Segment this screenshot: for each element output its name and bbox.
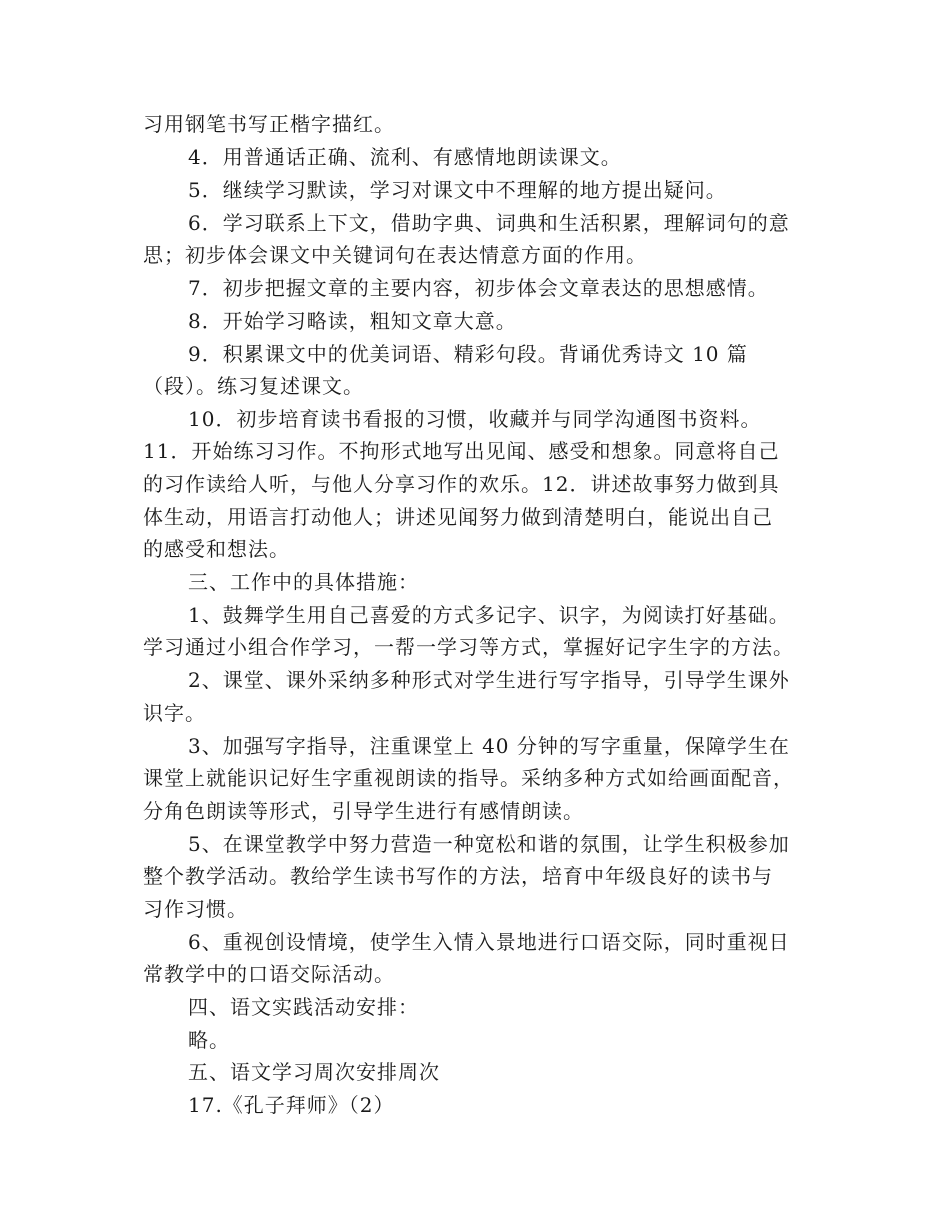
text-line: 分角色朗读等形式，引导学生进行有感情朗读。 [143, 799, 584, 823]
text-line: 4．用普通话正确、流利、有感情地朗读课文。 [188, 145, 622, 169]
section-heading: 五、语文学习周次安排周次 [188, 1060, 440, 1084]
text-line: 6．学习联系上下文，借助字典、词典和生活积累，理解词句的意 [188, 211, 790, 235]
text-line: 思；初步体会课文中关键词句在表达情意方面的作用。 [143, 243, 647, 267]
text-line: 6、重视创设情境，使学生入情入景地进行口语交际，同时重视日 [188, 930, 790, 954]
text-line: 常教学中的口语交际活动。 [143, 962, 395, 986]
text-line: 3、加强写字指导，注重课堂上 40 分钟的写字重量，保障学生在 [188, 734, 790, 758]
text-line: （段）。练习复述课文。 [143, 374, 364, 398]
text-line: 的感受和想法。 [143, 537, 290, 561]
section-heading: 三、工作中的具体措施： [188, 570, 419, 594]
text-line: 5．继续学习默读，学习对课文中不理解的地方提出疑问。 [188, 178, 727, 202]
text-line: 7．初步把握文章的主要内容，初步体会文章表达的思想感情。 [188, 276, 769, 300]
text-line: 识字。 [143, 701, 206, 725]
text-line: 2、课堂、课外采纳多种形式对学生进行写字指导，引导学生课外 [188, 668, 790, 692]
text-line: 略。 [188, 1028, 230, 1052]
text-line: 体生动，用语言打动他人；讲述见闻努力做到清楚明白，能说出自己 [143, 505, 773, 529]
text-line: 的习作读给人听，与他人分享习作的欢乐。12．讲述故事努力做到具 [143, 472, 780, 496]
section-heading: 四、语文实践活动安排： [188, 995, 419, 1019]
text-line: 学习通过小组合作学习，一帮一学习等方式，掌握好记字生字的方法。 [143, 635, 794, 659]
text-line: 11．开始练习习作。不拘形式地写出见闻、感受和想象。同意将自己 [143, 439, 780, 463]
text-line: 8．开始学习略读，粗知文章大意。 [188, 309, 517, 333]
text-line: 17.《孔子拜师》（2） [188, 1093, 395, 1117]
text-line: 习用钢笔书写正楷字描红。 [143, 112, 395, 136]
text-line: 1、鼓舞学生用自己喜爱的方式多记字、识字，为阅读打好基础。 [188, 603, 790, 627]
text-line: 习作习惯。 [143, 897, 248, 921]
text-line: 课堂上就能识记好生字重视朗读的指导。采纳多种方式如给画面配音， [143, 766, 794, 790]
text-line: 9．积累课文中的优美词语、精彩句段。背诵优秀诗文 10 篇 [188, 342, 748, 366]
text-line: 5、在课堂教学中努力营造一种宽松和谐的氛围，让学生积极参加 [188, 832, 790, 856]
text-line: 整个教学活动。教给学生读书写作的方法，培育中年级良好的读书与 [143, 864, 773, 888]
text-line: 10．初步培育读书看报的习惯，收藏并与同学沟通图书资料。 [188, 407, 762, 431]
